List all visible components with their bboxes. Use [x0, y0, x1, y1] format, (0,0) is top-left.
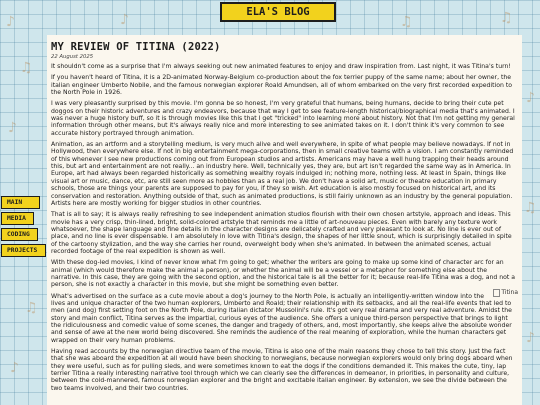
post-date: 22 August 2025: [51, 54, 94, 60]
post-paragraph: What's advertised on the surface as a cute movie about a dog's journey to the North Pole, is actually an intelligently-written window into the lives and unique character of the two human explorers, Umberto and Roald; their relationship with its setbacks, and all the real-life events that led to men (and dog) first setting foot on the North Pole, during italian dictator Mussolini's rule. It's got very real drama and very real adventure. Amidst the story and main conflict, Titina serves as the impartial, curious eyes of the audience. She offers a unique third-person perspective that brings to light the ridiculousness and comedic value of some scenes, the danger and tragedy of others, and, most importantly, she keeps alive the absolute wonder and sense of awe at the new world being discovered. She reminds the audience of the real meaning of exploration, while the human characters get wrapped on their very human problems.: [51, 292, 512, 344]
decor-icon: ♪: [526, 90, 535, 106]
decor-icon: ♫: [400, 14, 413, 30]
post-paragraph: Animation, as an artform and a storytelling medium, is very much alive and well everywhere, in spite of what people may believe nowadays. If not in Hollywood, then everywhere else. If not in big entertainment mega-corporations, then in small creative teams with a vision. I am constantly reminded of this whenever I see new productions coming out from European studios and artists. Americans may have a well hung trapping their heads around this, but art and entertainment are not really... an industry here. Well, technically yes, they are, but art isn't regarded the same way as in America. In Europe, art had always been regarded historically as something wealthy royals indulged in; nothing more, nothing less. At least in Spain, things like visual art or music, dance, etc, are still seen more as hobbies than as a real job. We don't have a solid art, music or theatre education in primary schools, those are things your parents are supposed to pay for you, if they so wish. Art education is also mostly focused on historical art, and its conservation and restoration. Anything outside of that, such as animated productions, is still fairly unknown as an industry by the general population. Artists here are mostly working for bigger studios in other countries.: [51, 141, 514, 207]
post-content: [47, 35, 522, 405]
decor-icon: ♫: [20, 60, 33, 76]
post-image-alt: Titina: [501, 289, 518, 297]
broken-image-icon: [493, 289, 500, 297]
post-paragraph: If you haven't heard of Titina, it is a 2D-animated Norway-Belgium co-production about the fox terrier puppy of the same name; about her owner, the italian engineer Umberto Nobile, and the famous norwegian explorer Roald Amundsen, all of whom embarked on the very first recorded expedition to the North Pole in 1926.: [51, 74, 512, 97]
nav-item-media[interactable]: MEDIA: [1, 212, 34, 225]
side-nav: [1, 196, 45, 260]
decor-icon: ♪: [10, 360, 19, 376]
site-title[interactable]: ELA'S BLOG: [220, 2, 336, 22]
nav-item-projects[interactable]: PROJECTS: [1, 244, 46, 257]
decor-icon: ♫: [500, 10, 513, 26]
decor-icon: ♫: [25, 300, 38, 316]
post-paragraph: I was very pleasantly surprised by this movie. I'm gonna be so honest, I'm very grateful that humans, being humans, decide to bring their cute pet doggos on their historic adventures and crazy endeavors, because that way I get to see feature-length historical/biographical media that's animated. I was never a huge history buff, so it is through movies like this that I get "tricked" into learning more about history. Not that I'm not getting my general information through other means, but it's always really nice and more interesting to see animated takes on it. I don't think it's very common to see accurate history portrayed through animation.: [51, 100, 515, 137]
decor-icon: ♪: [526, 330, 535, 346]
post-image: [493, 289, 518, 297]
nav-item-main[interactable]: MAIN: [1, 196, 40, 209]
post-paragraph: That is all to say; it is always really refreshing to see independent animation studios flourish with their own chosen artstyle, approach and ideas. This movie has a very crisp, thin-lined, bright, solid-colored artstyle that reminds me a little of art-nouveau pieces. Even with barely any texture work whatsoever, the shape language and fine details in the character designs are delicately crafted and very pleasant to look at. No line is ever out of place, and no line is ever dispensable. I am absolutely in love with Titina's design, the shapes of her little snout, which is surprisingly detailed in spite of the cartoony stylization, and the way she carries her round, overweight body when she's animated. In between the animated scenes, actual recorded footage of the real expedition is shown as well.: [51, 211, 512, 255]
post-paragraph: With these dog-led movies, I kind of never know what I'm going to get; whether the writers are going to make up some kind of character arc for an animal (which would therefore make the animal a person), or whether the animal will be a vessel or a metaphor for something else about the narrative. In this case, they are going with the second option, and the historical tale is all the better for it; because real-life Titina was a dog, and not a person, she is not exactly a character in this movie, but she might be something even better.: [51, 259, 516, 289]
decor-icon: ♪: [120, 12, 129, 28]
decor-icon: ♪: [8, 120, 17, 136]
post-paragraph: Having read accounts by the norwegian directive team of the movie, Titina is also one of the main reasons they chose to tell this story. Just the fact that she was aboard the expedition at all would have been shocking to norwegians, because norwegian explorers would only bring dogs aboard when they were useful, such as for pulling sleds, and were sometimes known to eat the dogs if the conditions demanded it. This makes the cute, tiny, lap terrier Titina a really interesting narrative tool through which we can clearly see the differences in demeanor, in priorities, in personality and culture, between the cold-mannered, famous norwegian explorer and the bright and excitable italian engineer. By extension, we see the divide between the two teams involved, and their two countries.: [51, 348, 513, 392]
post-paragraph: It shouldn't come as a surprise that I'm always seeking out new animated features to enjoy and draw inspiration from. Last night, it was Titina's turn!: [51, 63, 511, 70]
decor-icon: ♪: [6, 14, 15, 30]
post-title: MY REVIEW OF TITINA (2022): [51, 41, 221, 53]
decor-icon: ♫: [524, 200, 537, 216]
nav-item-coding[interactable]: CODING: [1, 228, 38, 241]
